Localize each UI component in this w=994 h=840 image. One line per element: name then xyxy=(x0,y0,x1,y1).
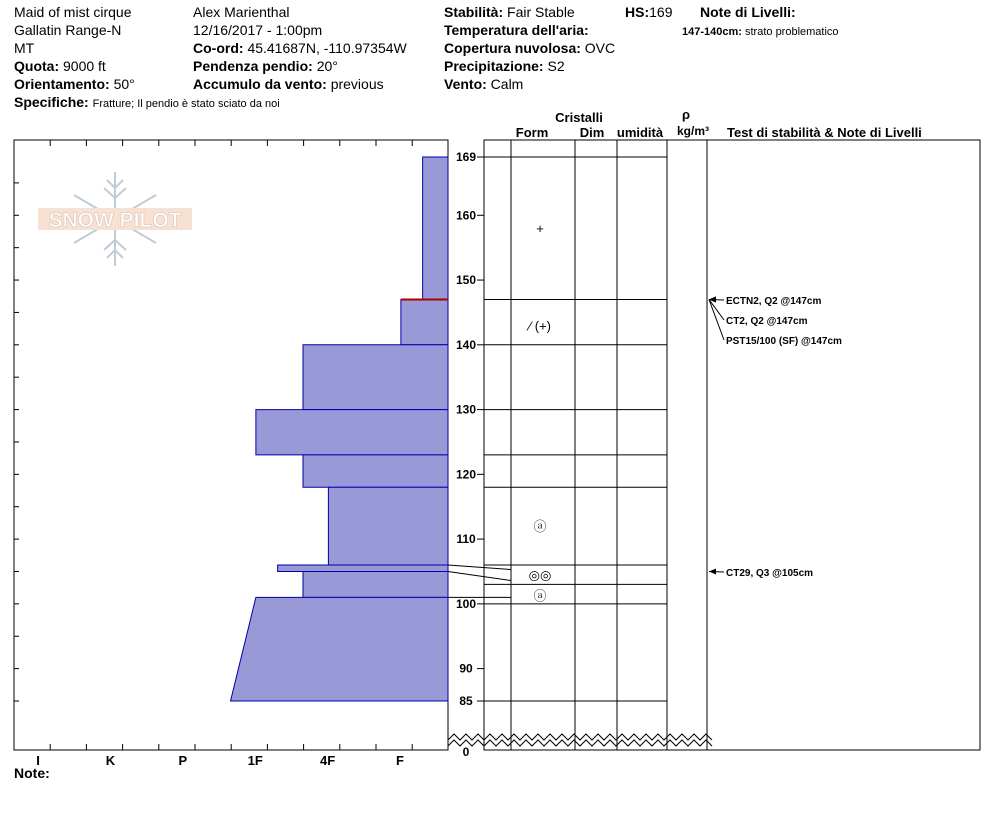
tests-header: Test di stabilità & Note di Livelli xyxy=(727,125,922,140)
stability-test-label: CT29, Q3 @105cm xyxy=(726,568,814,579)
hardness-labels xyxy=(36,753,404,768)
stability-value: Fair Stable xyxy=(507,4,575,20)
grain-symbol: ⓐ xyxy=(533,519,547,535)
obs-datetime: 12/16/2017 - 1:00pm xyxy=(193,22,323,38)
wind-label: Vento: xyxy=(444,76,487,92)
hardness-label: I xyxy=(36,753,40,768)
crystal-table-frame xyxy=(484,140,980,750)
specifics-value: Fratture; Il pendio è stato sciato da noi xyxy=(92,98,280,110)
layer-note-text: strato problematico xyxy=(745,26,839,38)
depth-label: 169 xyxy=(455,150,477,164)
layer-connector-line xyxy=(448,571,511,580)
grain-symbol: ⓐ xyxy=(533,588,547,604)
stability-test-label: ECTN2, Q2 @147cm xyxy=(726,296,822,307)
hardness-layer xyxy=(303,455,448,487)
hardness-layer xyxy=(303,571,448,597)
layer-connector-line xyxy=(448,565,511,570)
hardness-layer xyxy=(303,345,448,410)
wind-loading-value: previous xyxy=(330,76,384,92)
precip-value: S2 xyxy=(547,58,565,74)
hardness-label: 1F xyxy=(247,753,263,768)
aspect-value: 50° xyxy=(113,76,135,92)
depth-label: 100 xyxy=(455,596,477,611)
precip-label: Precipitazione: xyxy=(444,58,544,74)
slope-label: Pendenza pendio: xyxy=(193,58,313,74)
form-header: Form xyxy=(515,125,549,140)
depth-label: 140 xyxy=(455,337,477,352)
hardness-layers xyxy=(231,157,449,701)
test-arrow-line xyxy=(709,299,724,320)
hs-label: HS: xyxy=(625,4,650,20)
elevation-value: 9000 ft xyxy=(63,58,106,74)
layer-note-range: 147-140cm: xyxy=(682,26,742,38)
hardness-layer xyxy=(328,487,448,565)
depth-label: 130 xyxy=(455,402,477,417)
aspect-label: Orientamento: xyxy=(14,76,110,92)
moisture-header: umidità xyxy=(616,125,664,140)
depth-labels xyxy=(456,150,484,759)
elevation-label: Quota: xyxy=(14,58,60,74)
grain-symbol: ⁄ (+) xyxy=(528,318,552,334)
hardness-layer xyxy=(401,299,448,344)
hardness-layer xyxy=(231,597,449,701)
hardness-label: F xyxy=(396,753,404,768)
state-name: MT xyxy=(14,40,35,56)
sky-value: OVC xyxy=(584,40,616,56)
depth-label: 0 xyxy=(462,745,470,759)
density-unit: kg/m³ xyxy=(676,124,710,138)
hardness-layer xyxy=(278,565,448,571)
notes-label: Note: xyxy=(14,765,50,781)
stability-test-label: CT2, Q2 @147cm xyxy=(726,316,808,327)
hs-value: 169 xyxy=(649,4,673,20)
sky-label: Copertura nuvolosa: xyxy=(444,40,581,56)
stability-test-label: PST15/100 (SF) @147cm xyxy=(726,336,842,347)
size-header: Dim xyxy=(579,125,605,140)
depth-label: 110 xyxy=(456,532,476,547)
test-arrowhead xyxy=(709,568,716,574)
wind-loading-label: Accumulo da vento: xyxy=(193,76,327,92)
depth-label: 160 xyxy=(455,208,477,223)
depth-label: 90 xyxy=(459,661,473,676)
test-arrow-line xyxy=(709,299,724,340)
hardness-label: K xyxy=(105,753,116,768)
hardness-label: 4F xyxy=(320,753,336,768)
grain-symbol: + xyxy=(536,221,544,237)
layer-notes-title-text: Note di Livelli: xyxy=(700,4,796,20)
grain-symbol: ◎◎ xyxy=(528,567,552,583)
location-name: Maid of mist cirque xyxy=(14,4,132,20)
depth-label: 150 xyxy=(455,273,477,288)
observer-name: Alex Marienthal xyxy=(193,4,290,20)
grain-symbols xyxy=(526,221,551,603)
depth-label: 120 xyxy=(455,467,477,482)
stability-tests xyxy=(709,296,842,579)
coords-label: Co-ord: xyxy=(193,40,244,56)
break-zigzag xyxy=(448,734,712,740)
air-temp-label: Temperatura dell'aria: xyxy=(444,22,589,38)
wind-value: Calm xyxy=(490,76,524,92)
coords-value: 45.41687N, -110.97354W xyxy=(247,40,407,56)
slope-value: 20° xyxy=(316,58,338,74)
hardness-label: P xyxy=(178,753,188,768)
break-zigzag xyxy=(448,740,712,746)
crystal-table xyxy=(448,140,980,750)
logo-text: SNOW PILOT xyxy=(48,209,182,232)
depth-label: 85 xyxy=(459,694,473,708)
hardness-layer xyxy=(256,410,448,455)
specifics-label: Specifiche: xyxy=(14,94,89,110)
snowpilot-logo xyxy=(38,172,192,266)
crystals-header: Cristalli xyxy=(555,110,603,125)
density-symbol: ρ xyxy=(681,107,691,122)
hardness-layer xyxy=(423,157,448,299)
stability-label: Stabilità: xyxy=(444,4,504,20)
range-name: Gallatin Range-N xyxy=(14,22,122,38)
